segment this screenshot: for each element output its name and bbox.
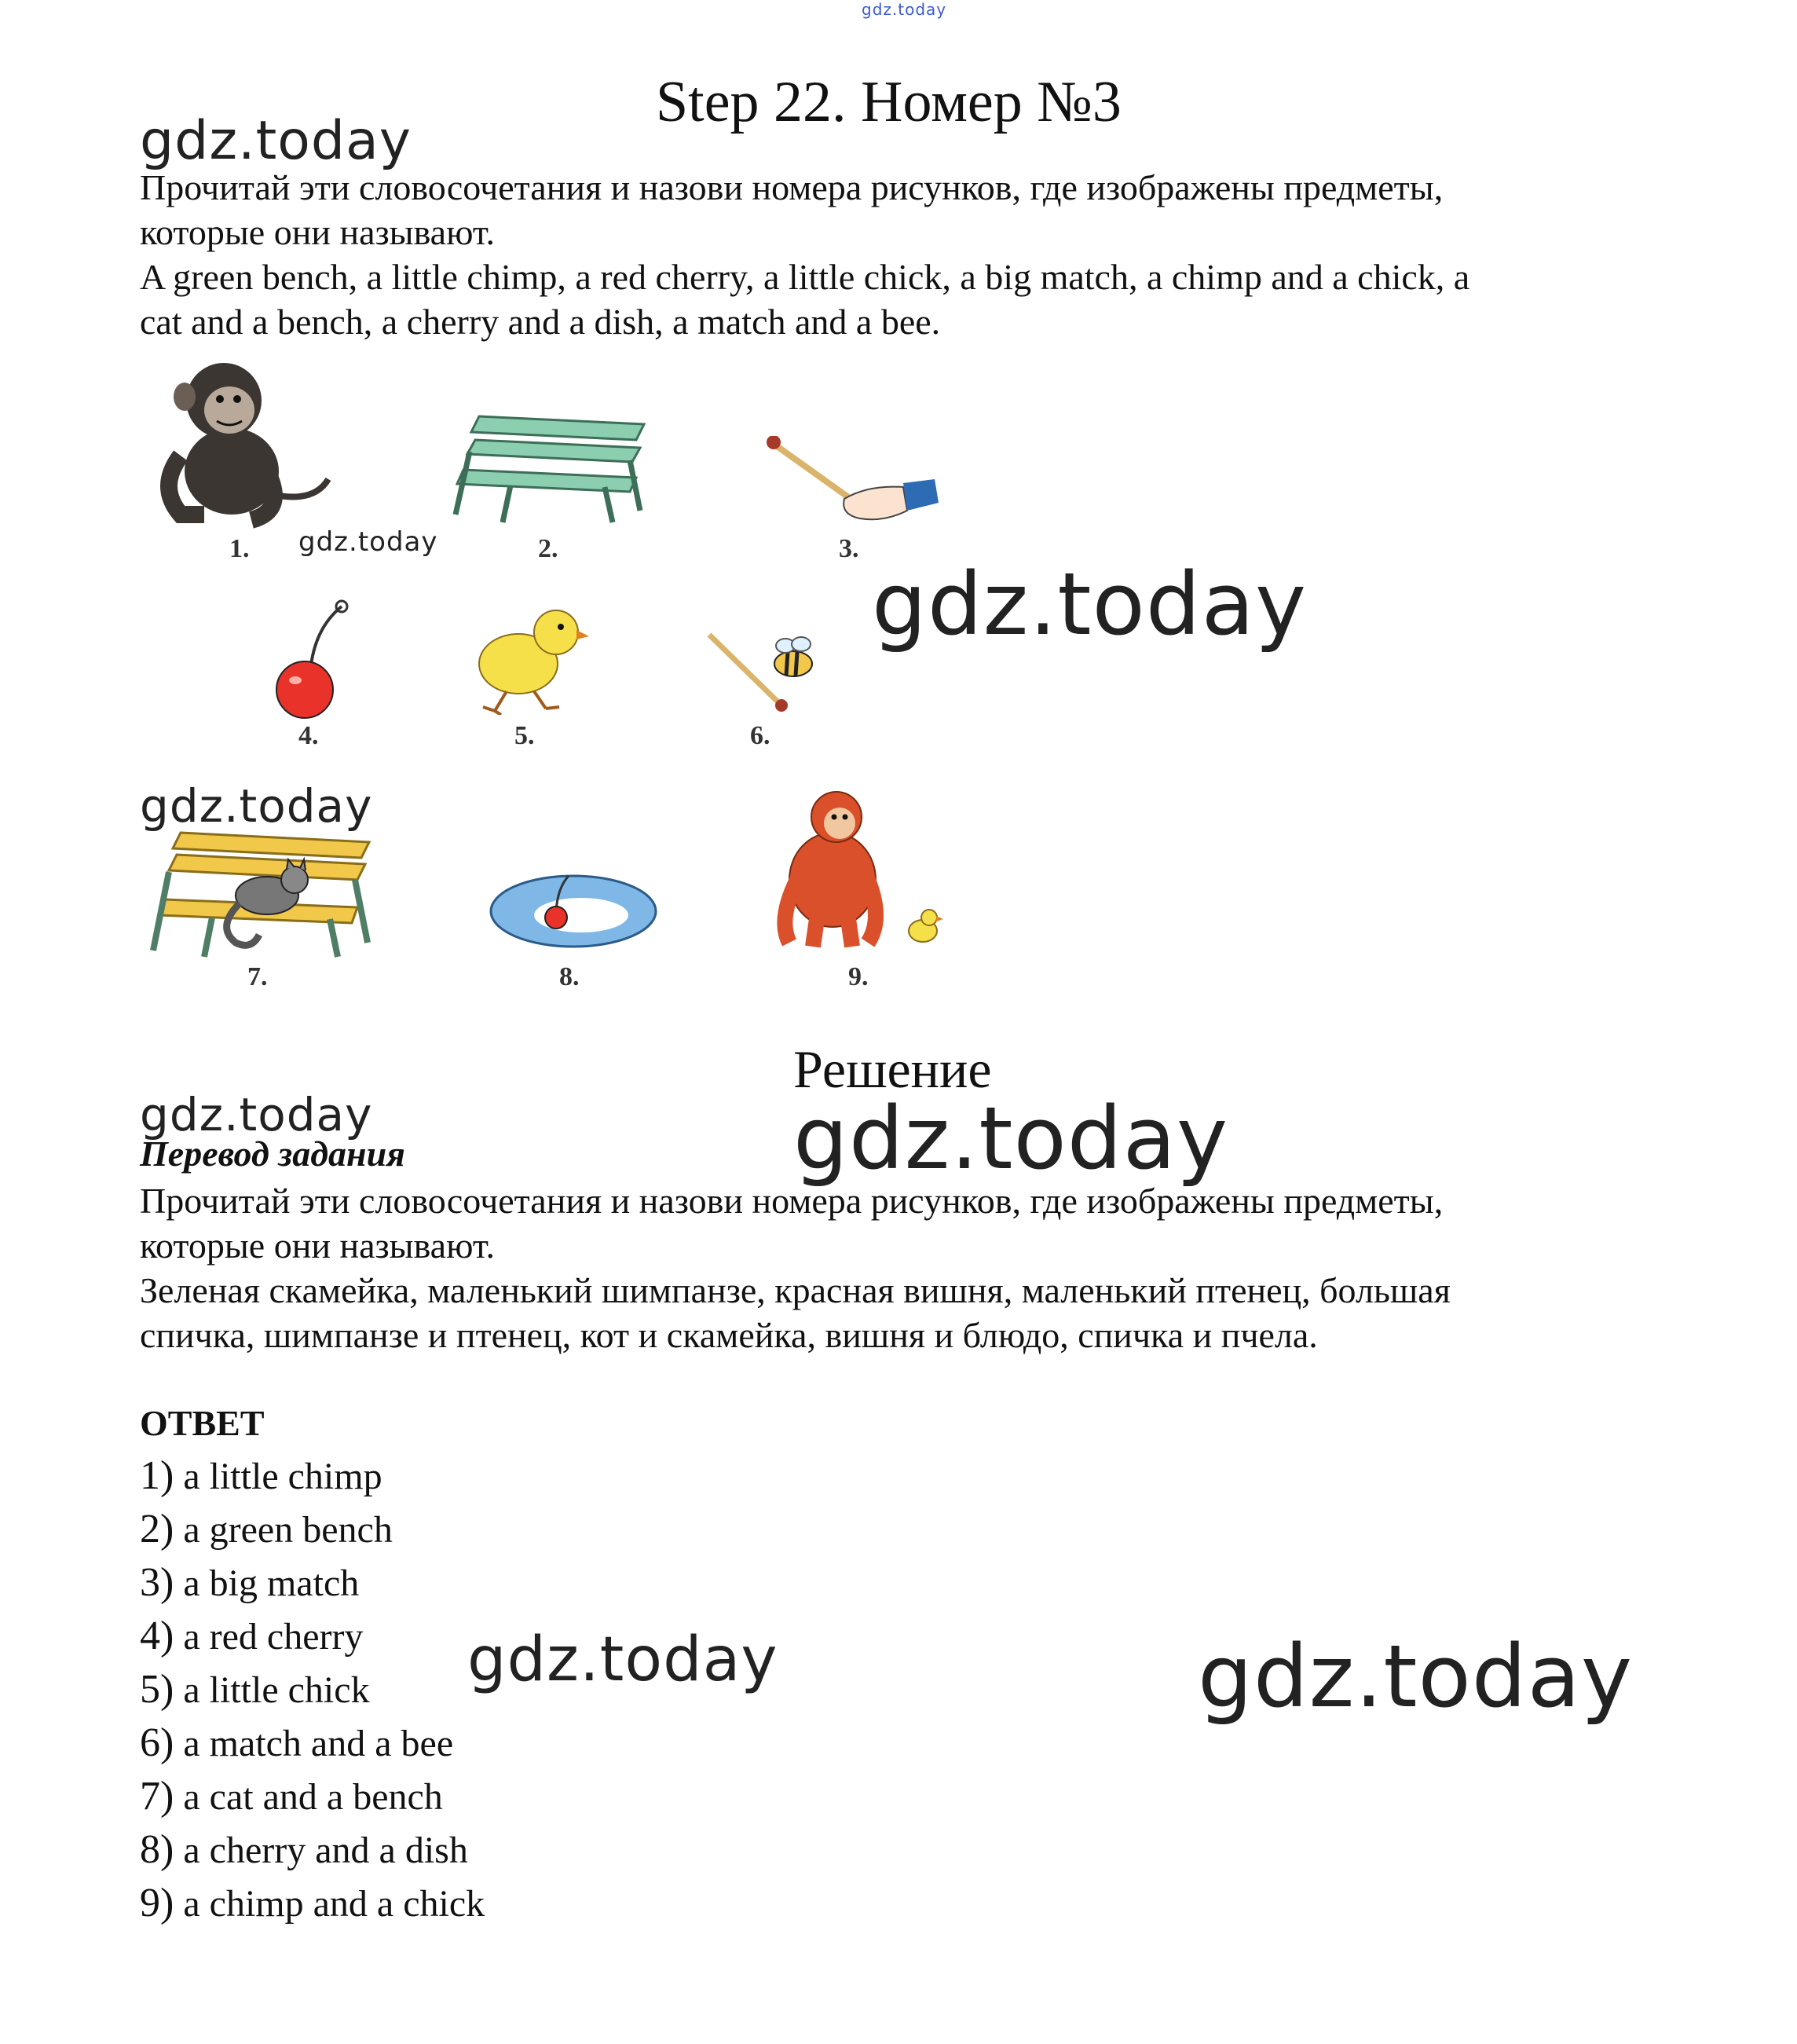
watermark: gdz.today bbox=[140, 779, 373, 833]
watermark: gdz.today bbox=[872, 554, 1308, 654]
picture-number: 4. bbox=[298, 721, 319, 750]
bench-icon bbox=[448, 408, 652, 526]
picture-number: 7. bbox=[247, 962, 268, 991]
picture-number: 1. bbox=[229, 534, 250, 563]
translation-heading: Перевод задания bbox=[140, 1134, 405, 1174]
task-line: A green bench, a little chimp, a red cherry, a little chick, a big match, a chimp and a chick, a bbox=[140, 257, 1470, 297]
chimp-icon bbox=[149, 353, 338, 530]
watermark: gdz.today bbox=[140, 110, 412, 172]
watermark: gdz.today bbox=[298, 526, 438, 558]
answer-heading: ОТВЕТ bbox=[140, 1403, 265, 1443]
translation-line: Прочитай эти словосочетания и назови номера рисунков, где изображены предметы, bbox=[140, 1181, 1444, 1221]
picture-number: 2. bbox=[538, 534, 558, 563]
picture-number: 9. bbox=[848, 962, 869, 991]
watermark: gdz.today bbox=[140, 1088, 373, 1141]
watermark: gdz.today bbox=[467, 1625, 778, 1695]
answer-list bbox=[140, 1449, 485, 1930]
cherry-dish-icon bbox=[487, 864, 660, 951]
watermark: gdz.today bbox=[1198, 1626, 1634, 1727]
task-line: Прочитай эти словосочетания и назови номера рисунков, где изображены предметы, bbox=[140, 167, 1444, 207]
task-line: которые они называют. bbox=[140, 212, 496, 252]
page-title: Step 22. Номер №3 bbox=[656, 70, 1122, 134]
answer-item: 4) a red cherry bbox=[140, 1614, 364, 1658]
watermark: gdz.today bbox=[793, 1088, 1229, 1189]
answer-item: 2) a green bench bbox=[140, 1507, 393, 1551]
cat-bench-icon bbox=[149, 825, 377, 958]
translation-line: Зеленая скамейка, маленький шимпанзе, красная вишня, маленький птенец, большая bbox=[140, 1270, 1451, 1310]
picture-number: 5. bbox=[514, 721, 535, 750]
answer-item: 3) a big match bbox=[140, 1560, 360, 1605]
match-icon bbox=[766, 436, 942, 530]
translation-line: спичка, шимпанзе и птенец, кот и скамейка, вишня и блюдо, спичка и пчела. bbox=[140, 1315, 1318, 1355]
solution-heading: Решение bbox=[793, 1039, 992, 1099]
chick-icon bbox=[471, 605, 589, 715]
cherry-icon bbox=[267, 597, 353, 719]
picture-number: 6. bbox=[750, 721, 770, 750]
answer-item: 5) a little chick bbox=[140, 1667, 370, 1712]
task-line: cat and a bench, a cherry and a dish, a match and a bee. bbox=[140, 302, 941, 342]
answer-item: 7) a cat and a bench bbox=[140, 1774, 443, 1819]
translation-line: которые они называют. bbox=[140, 1225, 496, 1266]
picture-number: 3. bbox=[839, 534, 859, 563]
picture-number: 8. bbox=[559, 962, 580, 991]
task-text bbox=[140, 165, 1773, 344]
top-watermark: gdz.today bbox=[862, 0, 947, 19]
answer-item: 8) a cherry and a dish bbox=[140, 1827, 468, 1872]
match-bee-icon bbox=[703, 628, 829, 715]
answer-item: 6) a match and a bee bbox=[140, 1720, 454, 1765]
chimp-chick-icon bbox=[774, 786, 946, 954]
answer-item: 1) a little chimp bbox=[140, 1453, 382, 1498]
translation-text bbox=[140, 1178, 1773, 1357]
answer-item: 9) a chimp and a chick bbox=[140, 1881, 485, 1925]
